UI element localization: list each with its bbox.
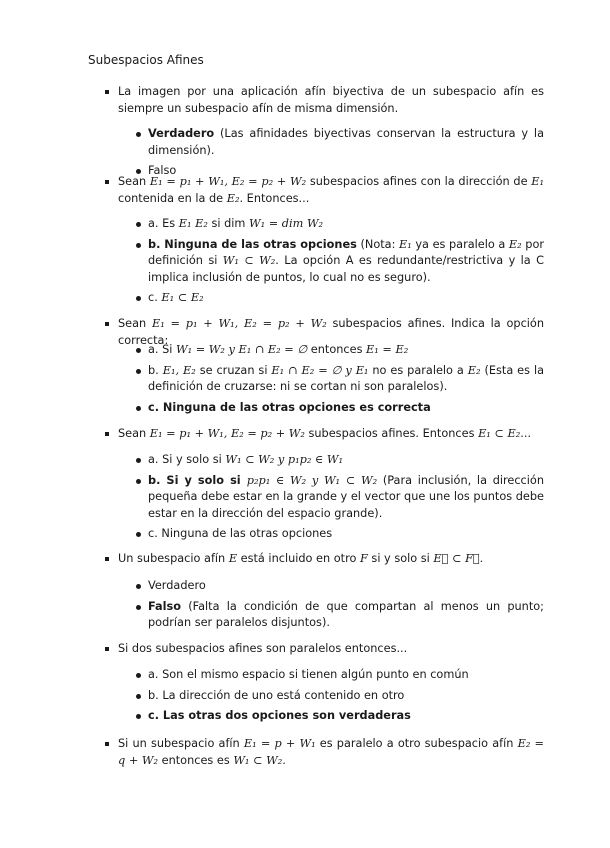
question-6-option-a (148, 667, 544, 684)
math-expr: E₁, E₂ (162, 363, 196, 377)
option-text: a. Es (148, 217, 179, 230)
question-5-option-true (148, 578, 544, 595)
math-expr: W₁ = dim W₂ (249, 217, 324, 230)
question-3-option-c (148, 400, 544, 417)
math-expr: E₁ (531, 175, 545, 188)
option-text: b. (148, 363, 163, 377)
question-3-option-b (148, 363, 544, 396)
option-text: (Para inclusión, la dirección pequeña debe estar en la grande y el vector que une los puntos debe estar en la dirección del espacio grande). (148, 473, 544, 520)
math-expr: E₁ (399, 237, 412, 251)
question-2-option-b (148, 237, 544, 287)
question-3-options (148, 342, 544, 416)
option-label: b. Ninguna de las otras opciones (148, 237, 357, 251)
option-text: c. (148, 291, 162, 304)
option-text: no es paralelo a (368, 363, 468, 377)
stem-text: subespacios afines. Entonces (304, 427, 479, 440)
stem-text: contenida en la de (118, 191, 227, 205)
math-expr: E₁ = E₂ (366, 343, 409, 356)
question-4-option-b (148, 473, 544, 523)
math-expr: W₁ = W₂ y E₁ ∩ E₂ = ∅ (176, 343, 308, 356)
stem-text: es paralelo a otro subespacio afín (315, 737, 518, 750)
option-text: (Nota: (356, 237, 399, 251)
math-expr: E⃗ ⊂ F⃗. (433, 552, 484, 565)
stem-text: . Entonces... (239, 191, 310, 205)
option-text: ya es paralelo a (411, 237, 509, 251)
math-expr: W₁ ⊂ W₂ y p₁p₂ ∈ W₁ (225, 453, 344, 466)
question-6 (118, 641, 544, 658)
math-expr: E₂ = q + W₂ (118, 737, 544, 767)
math-expr: E₁ E₂ (178, 217, 208, 230)
math-expr: E₁ = p₁ + W₁, E₂ = p₂ + W₂ (149, 427, 305, 440)
math-expr: E₂ (508, 237, 522, 251)
question-5-option-false (148, 599, 544, 632)
math-expr: E₁ = p + W₁ (243, 737, 316, 750)
question-4-options (148, 452, 544, 543)
option-note: (Las afinidades biyectivas conservan la estructura y la dimensión). (148, 127, 544, 157)
question-5-options (148, 578, 544, 632)
option-text: Verdadero (148, 579, 206, 592)
option-text: (Falta la condición de que compartan al menos un punto; podrían ser paralelos disjuntos). (148, 599, 544, 629)
math-expr: E₁ ⊂ E₂ (161, 291, 204, 304)
question-2-options (148, 216, 544, 307)
option-text: por definición si (148, 237, 545, 267)
option-label: Verdadero (148, 127, 215, 140)
math-expr: W₁ ⊂ W₂. (233, 753, 286, 767)
stem-text: Si un subespacio afín (118, 737, 244, 750)
math-expr: E (228, 552, 238, 565)
question-6-option-c (148, 708, 544, 725)
math-expr: F (360, 552, 368, 565)
option-text: a. Son el mismo espacio si tienen algún punto en común (148, 668, 469, 681)
option-label: c. Ninguna de las otras opciones es correcta (148, 400, 431, 414)
stem-text: entonces es (158, 753, 234, 767)
option-text: c. Ninguna de las otras opciones (148, 527, 333, 540)
math-expr: E₁ = p₁ + W₁, E₂ = p₂ + W₂ (151, 317, 327, 330)
stem-text: Sean (118, 317, 152, 330)
option-label: Falso (148, 164, 177, 177)
stem-text: si y solo si (367, 552, 434, 565)
stem-text: Sean (118, 175, 150, 188)
option-text: . La opción A es redundante/restrictiva y la C implica inclusión de puntos, lo cual no es seguro). (148, 254, 544, 284)
question-5 (118, 551, 544, 568)
stem-text: Un subespacio afín (118, 552, 229, 565)
option-label: c. Las otras dos opciones son verdaderas (148, 709, 411, 722)
question-3-option-a (148, 342, 544, 359)
math-expr: E₁ = p₁ + W₁, E₂ = p₂ + W₂ (149, 175, 307, 188)
question-2 (118, 174, 544, 207)
question-4 (118, 426, 544, 443)
question-1 (118, 84, 544, 117)
option-text: a. Si y solo si (148, 453, 226, 466)
question-2-option-a (148, 216, 544, 233)
math-expr: E₁ ⊂ E₂ (478, 427, 521, 440)
math-expr: E₂ (226, 191, 240, 205)
option-text: entonces (307, 343, 367, 356)
math-expr: W₁ ⊂ W₂ (222, 254, 276, 267)
option-text: b. La dirección de uno está contenido en otro (148, 688, 405, 702)
option-label: b. Si y solo si (148, 473, 247, 487)
option-text: (Esta es la definición de cruzarse: ni se cortan ni son paralelos). (148, 363, 544, 393)
option-text: si dim (207, 217, 250, 230)
stem-text: subespacios afines. Indica la opción correcta: (118, 317, 545, 347)
math-expr: p₂p₁ ∈ W₂ y W₁ ⊂ W₂ (246, 473, 378, 487)
option-label: Falso (148, 599, 182, 613)
question-1-stem: La imagen por una aplicación afín biyectiva de un subespacio afín es siempre un subespacio afín de misma dimensión. (118, 85, 544, 115)
question-1-options (148, 126, 544, 180)
question-1-option-true (148, 126, 544, 159)
option-text: a. Si (148, 343, 177, 356)
question-6-options (148, 667, 544, 725)
stem-text: Sean (118, 427, 150, 440)
math-expr: E₁ (355, 363, 369, 377)
question-4-option-c (148, 526, 544, 543)
question-6-option-b (148, 688, 544, 705)
stem-text: Si dos subespacios afines son paralelos entonces... (118, 642, 408, 655)
stem-text: subespacios afines con la dirección de (306, 175, 532, 188)
math-expr: E₂ (467, 363, 481, 377)
stem-text: ... (520, 427, 532, 440)
stem-text: está incluido en otro (237, 552, 360, 565)
question-2-option-c (148, 290, 544, 307)
math-expr: E₁ ∩ E₂ = ∅ y (271, 363, 352, 377)
question-7 (118, 736, 544, 769)
option-text: se cruzan si (195, 363, 272, 377)
question-4-option-a (148, 452, 544, 469)
page-title: Subespacios Afines (88, 53, 204, 67)
